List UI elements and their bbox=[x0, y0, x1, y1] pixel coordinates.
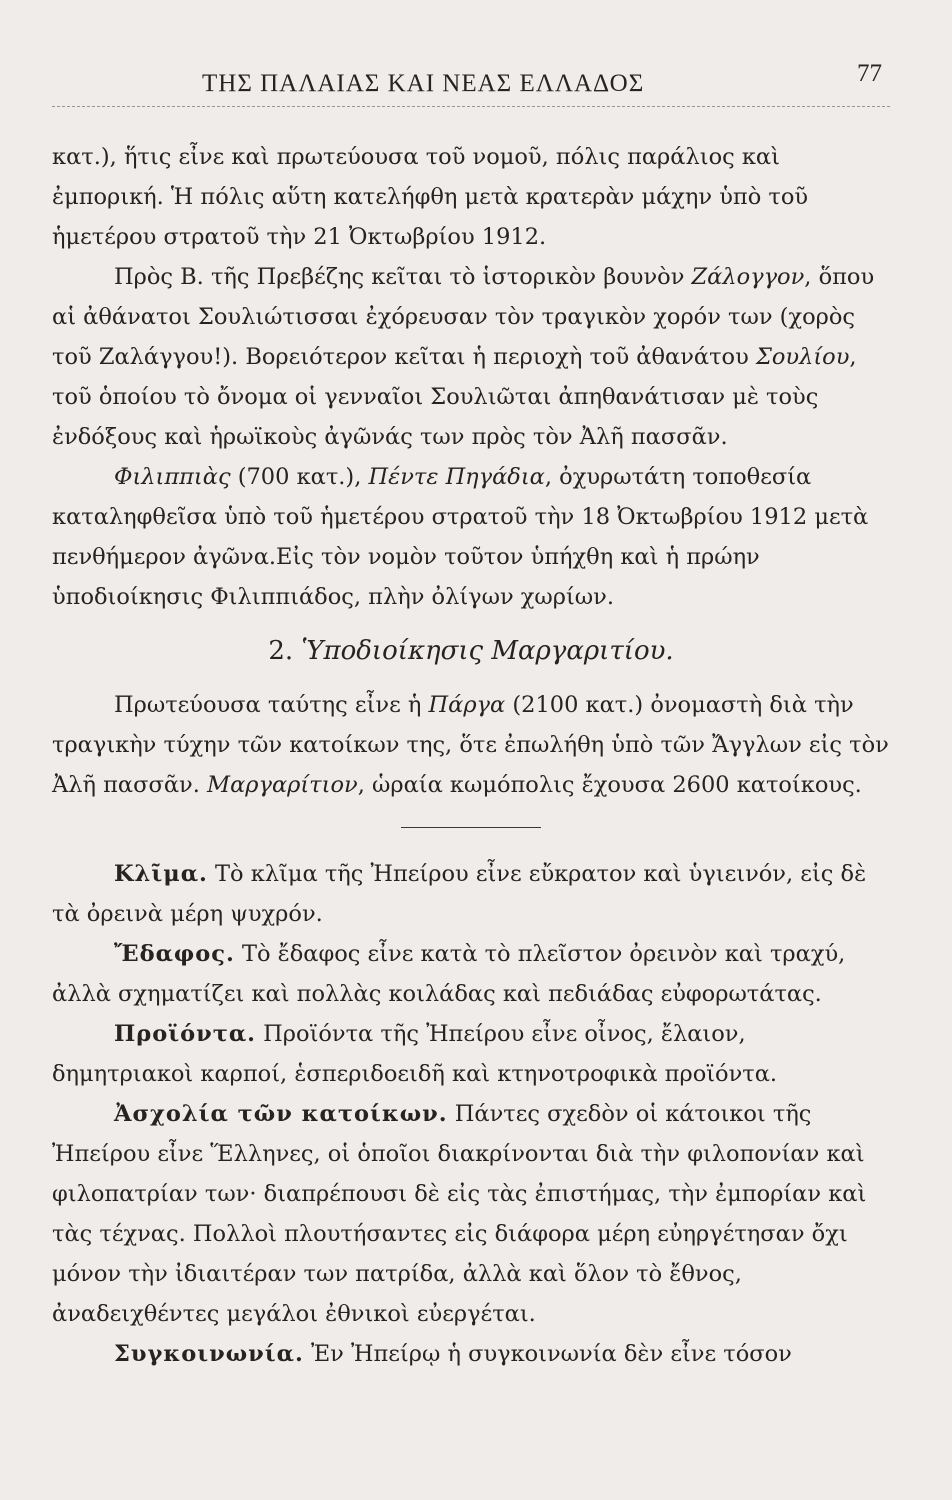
running-title: ΤΗΣ ΠΑΛΑΙΑΣ ΚΑΙ ΝΕΑΣ ΕΛΛΑΔΟΣ bbox=[202, 70, 645, 97]
lead-term-occupations: Ἀσχολία τῶν κατοίκων. bbox=[114, 1101, 448, 1127]
section-heading bbox=[52, 631, 890, 671]
place-name-margaritio: Μαργαρίτιον bbox=[207, 772, 358, 798]
lead-term-communication: Συγκοινωνία. bbox=[114, 1341, 304, 1367]
text-run: Προϊόντα τῆς Ἠπείρου εἶνε οἶνος, ἔλαιον, δημητριακοὶ καρποί, ἑσπεριδοειδῆ καὶ κτηνοτροφικὰ προϊόντα. bbox=[52, 1021, 778, 1087]
lead-term-soil: Ἔδαφος. bbox=[114, 941, 235, 967]
text-run: , ὅπου αἱ ἀθάνατοι Σουλιώτισσαι ἐχόρευσαν τὸν τραγικὸν χορόν των (χορὸς τοῦ Ζαλάγγου!). Βορειότερον κεῖται ἡ περιοχὴ τοῦ ἀθανάτου bbox=[52, 264, 875, 370]
body-text bbox=[52, 137, 890, 1374]
paragraph-soil bbox=[52, 934, 890, 1014]
paragraph-communication bbox=[52, 1334, 890, 1374]
text-run: Ἐν Ἠπείρῳ ἡ συγκοινωνία δὲν εἶνε τόσον bbox=[303, 1341, 792, 1367]
lead-term-climate: Κλῖμα. bbox=[114, 861, 208, 887]
text-run: Πρὸς Β. τῆς Πρεβέζης κεῖται τὸ ἱστορικὸν βουνὸν bbox=[114, 264, 692, 290]
paragraph-occupations bbox=[52, 1094, 890, 1334]
place-name-filippias: Φιλιππιὰς bbox=[114, 464, 231, 490]
place-name-parga: Πάργα bbox=[428, 692, 506, 718]
paragraph-filippias bbox=[52, 457, 890, 617]
place-name-souli: Σουλίου bbox=[755, 344, 850, 370]
section-number: 2. bbox=[268, 636, 294, 666]
paragraph-products bbox=[52, 1014, 890, 1094]
paragraph-parga bbox=[52, 685, 890, 805]
lead-term-products: Προϊόντα. bbox=[114, 1021, 257, 1047]
text-run: Τὸ ἔδαφος εἶνε κατὰ τὸ πλεῖστον ὀρεινὸν καὶ τραχύ, ἀλλὰ σχηματίζει καὶ πολλὰς κοιλάδας καὶ πεδιάδας εὐφορωτάτας. bbox=[52, 941, 846, 1007]
paragraph-climate bbox=[52, 854, 890, 934]
text-run: Τὸ κλῖμα τῆς Ἠπείρου εἶνε εὔκρατον καὶ ὑγιεινόν, εἰς δὲ τὰ ὀρεινὰ μέρη ψυχρόν. bbox=[52, 861, 867, 927]
place-name-pente-pigadia: Πέντε Πηγάδια bbox=[368, 464, 545, 490]
text-run: Πάντες σχεδὸν οἱ κάτοικοι τῆς Ἠπείρου εἶνε Ἕλληνες, οἱ ὁποῖοι διακρίνονται διὰ τὴν φιλοπονίαν καὶ φιλοπατρίαν των· διαπρέπουσι δὲ εἰς τὰς ἐπιστήμας, τὴν ἐμπορίαν καὶ τὰς τέχνας. Πολλοὶ πλουτήσαντες εἰς διάφορα μέρη εὐηργέτησαν ὄχι μόνον τὴν ἰδιαιτέραν των πατρίδα, ἀλλὰ καὶ ὅλον τὸ ἔθνος, ἀναδειχθέντες μεγάλοι ἐθνικοὶ εὐεργέται. bbox=[52, 1101, 867, 1327]
text-run: , ὀχυρωτάτη τοποθεσία καταληφθεῖσα ὑπὸ τοῦ ἡμετέρου στρατοῦ τὴν 18 Ὀκτωβρίου 1912 μετὰ πενθήμερον ἀγῶνα.Εἰς τὸν νομὸν τοῦτον ὑπήχθη καὶ ἡ πρώην ὑποδιοίκησις Φιλιππιάδος, πλὴν ὀλίγων χωρίων. bbox=[52, 464, 869, 610]
running-head bbox=[52, 58, 890, 107]
text-run: , ὡραία κωμόπολις ἔχουσα 2600 κατοίκους. bbox=[357, 772, 862, 798]
page-number: 77 bbox=[857, 60, 882, 87]
paragraph-zalongo bbox=[52, 257, 890, 457]
section-divider bbox=[401, 827, 541, 828]
text-run: (700 κατ.), bbox=[230, 464, 369, 490]
text-run: (2100 κατ.) ὀνομαστὴ διὰ τὴν τραγικὴν τύχην τῶν κατοίκων της, ὅτε ἐπωλήθη ὑπὸ τῶν Ἄγγλων εἰς τὸν Ἀλῆ πασσᾶν. bbox=[52, 692, 889, 798]
paragraph-continuation: κατ.), ἥτις εἶνε καὶ πρωτεύουσα τοῦ νομοῦ, πόλις παράλιος καὶ ἐμπορική. Ἡ πόλις αὕτη κατελήφθη μετὰ κρατερὰν μάχην ὑπὸ τοῦ ἡμετέρου στρατοῦ τὴν 21 Ὀκτωβρίου 1912. bbox=[52, 144, 809, 250]
place-name-zalongo: Ζάλογγον bbox=[691, 264, 805, 290]
text-run: , τοῦ ὁποίου τὸ ὄνομα οἱ γενναῖοι Σουλιῶται ἀπηθανάτισαν μὲ τοὺς ἐνδόξους καὶ ἡρωϊκοὺς ἀγῶνάς των πρὸς τὸν Ἀλῆ πασσᾶν. bbox=[52, 344, 857, 450]
text-run: Πρωτεύουσα ταύτης εἶνε ἡ bbox=[114, 692, 429, 718]
section-title: Ὑποδιοίκησις Μαργαριτίου. bbox=[301, 636, 674, 666]
